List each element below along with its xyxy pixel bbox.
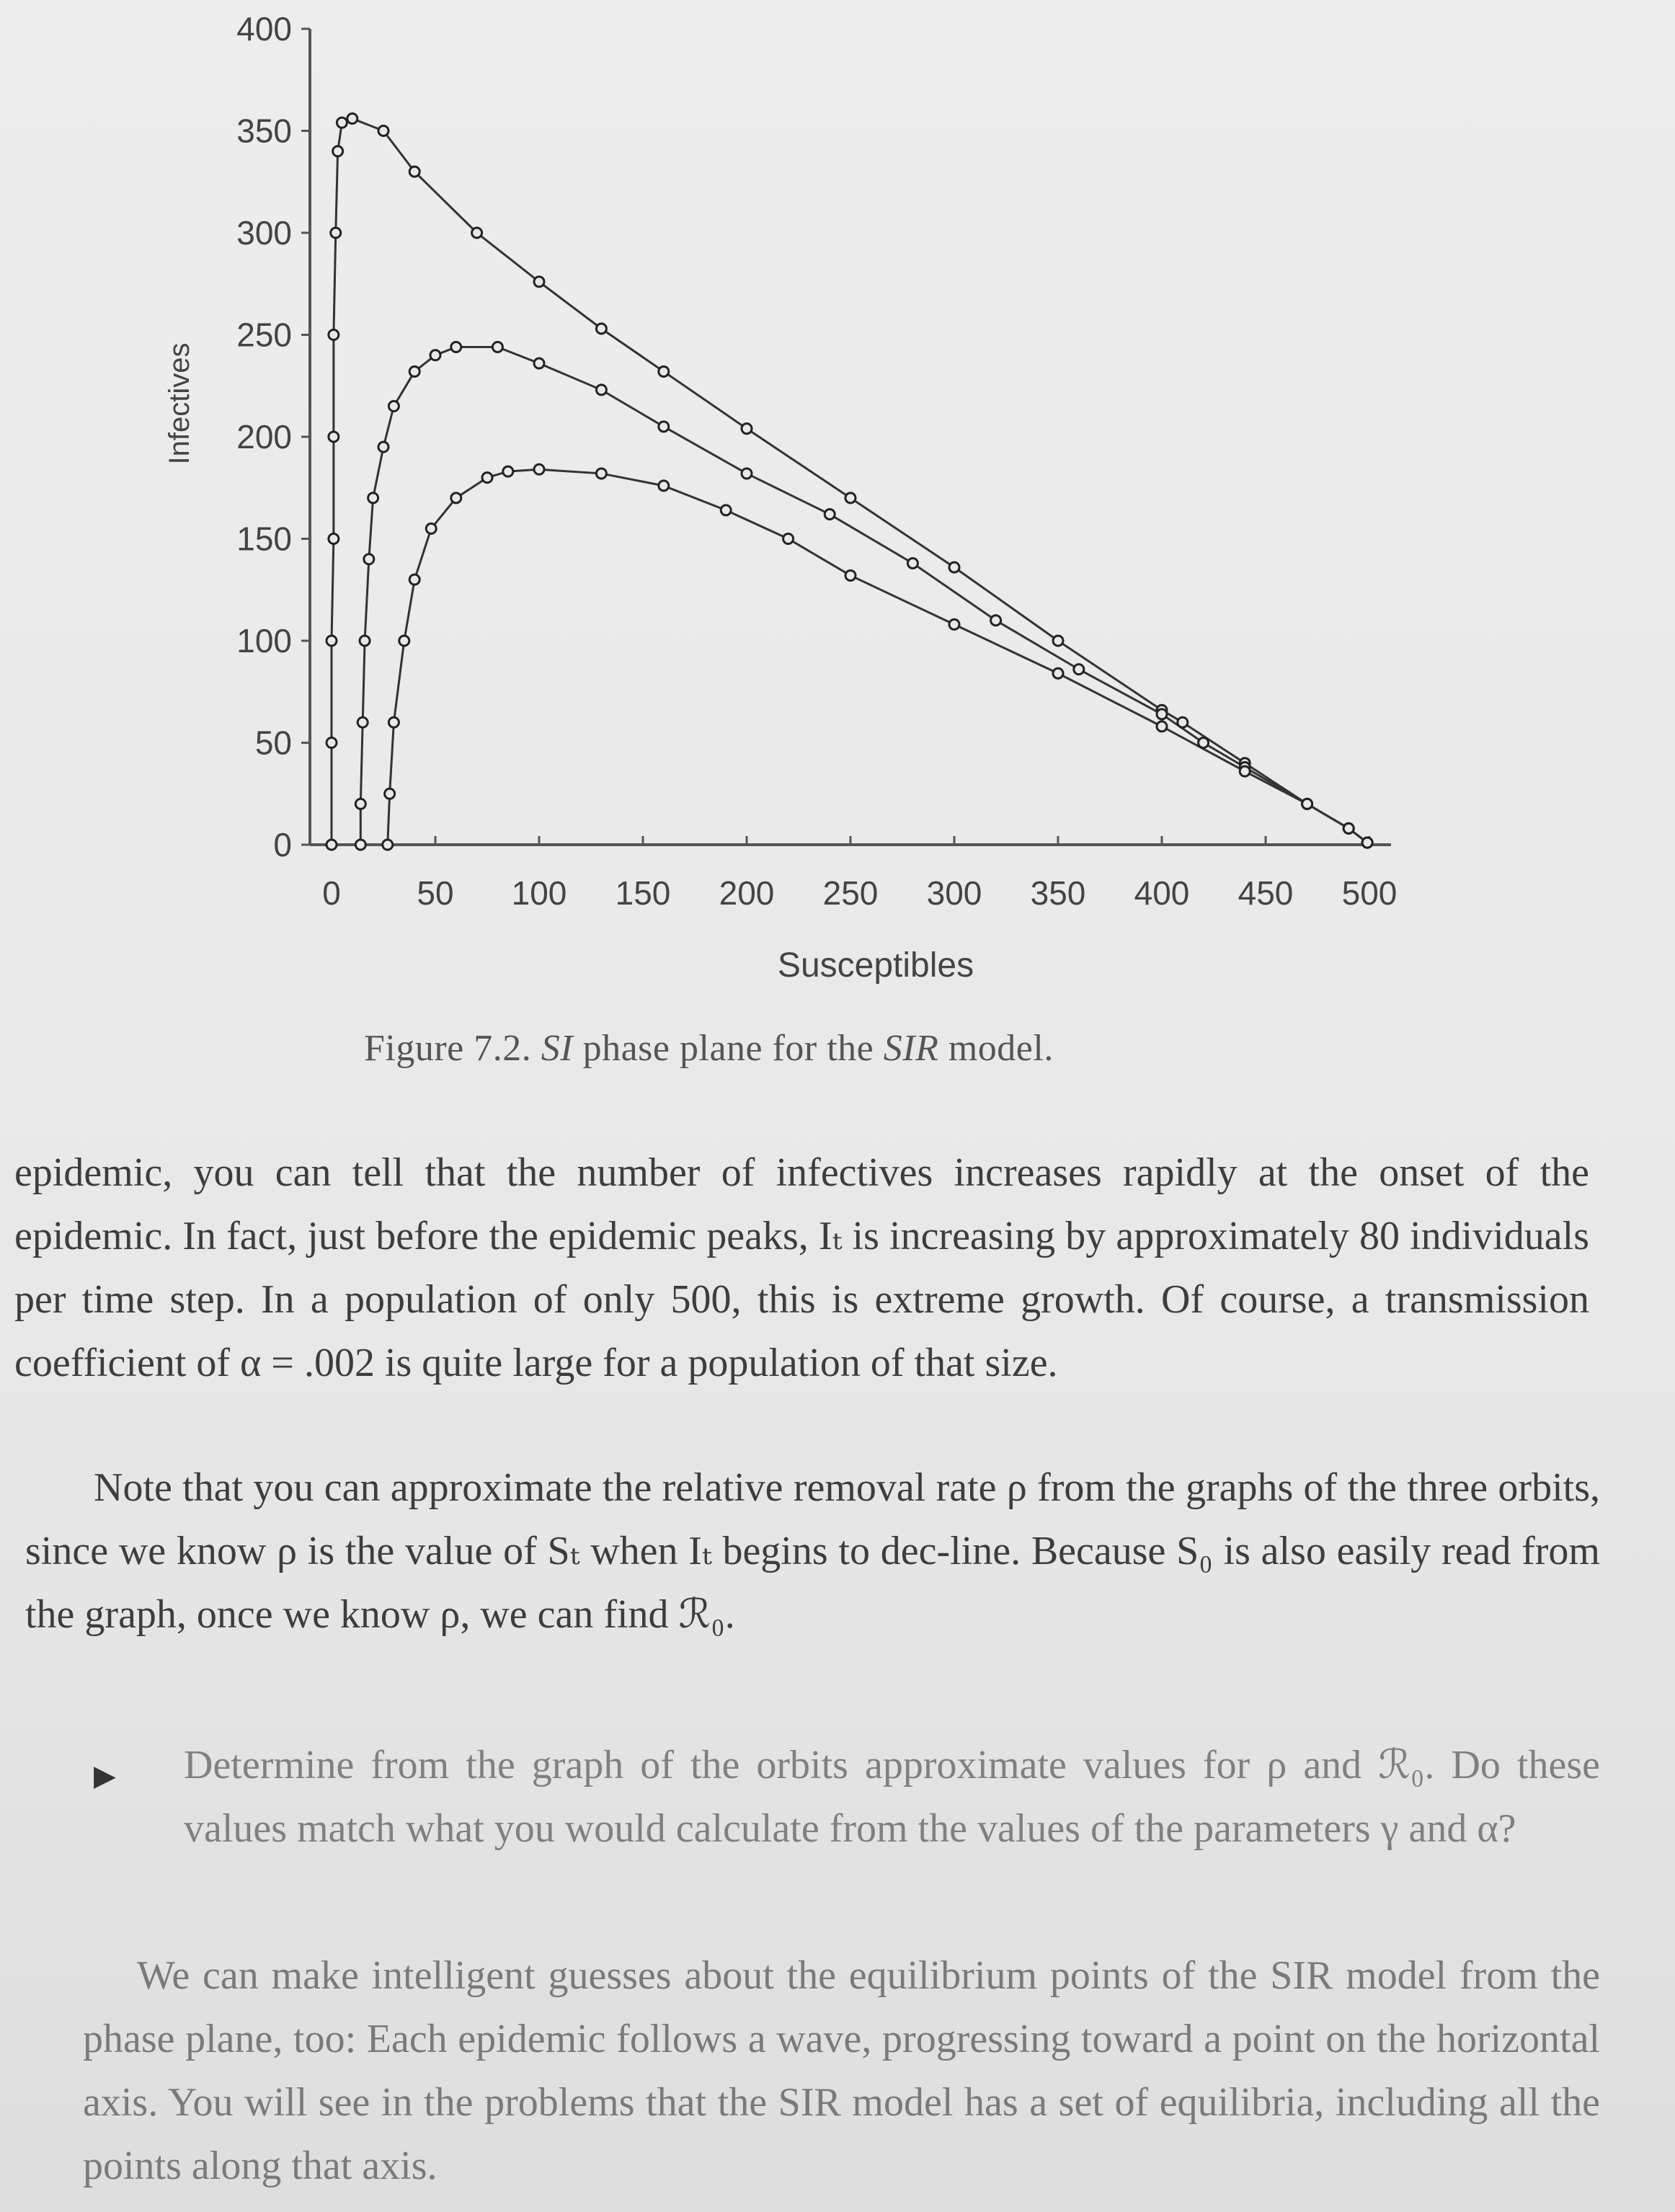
y-tick-label: 250 (236, 316, 292, 354)
data-point (378, 442, 388, 452)
data-point (409, 166, 419, 177)
x-tick-label: 0 (322, 874, 341, 912)
data-point (326, 840, 337, 850)
series-points (326, 114, 1372, 850)
data-point (385, 789, 395, 799)
data-point (347, 114, 357, 124)
data-point (1053, 636, 1063, 646)
paragraph-epidemic-growth: epidemic, you can tell that the number of infectives increases rapidly at the onset of the epidemic. In fact, just before the epidemic peaks, Iₜ is increasing by approximately 80 individuals per time step. In a population of only 500, this is extreme growth. Of course, a transmission coefficient of α = .002 is quite large for a population of that size. (14, 1150, 1589, 1385)
x-tick-label: 200 (719, 874, 775, 912)
data-point (409, 366, 419, 376)
paragraph-removal-rate (25, 1456, 1600, 1646)
data-point (482, 473, 492, 483)
caption-text-end: model. (948, 1028, 1054, 1069)
data-point (534, 277, 544, 287)
data-point (430, 350, 440, 360)
x-tick-label: 400 (1134, 874, 1190, 912)
data-point (326, 636, 337, 646)
data-point (845, 570, 856, 580)
data-point (742, 424, 752, 434)
data-point (355, 799, 365, 809)
x-tick-label: 250 (822, 874, 879, 912)
data-point (949, 562, 959, 572)
caption-sir-symbol: SIR (883, 1028, 939, 1069)
y-tick-label: 350 (236, 112, 292, 150)
data-point (845, 493, 856, 503)
data-point (383, 840, 393, 850)
data-point (368, 493, 378, 503)
data-point (399, 636, 409, 646)
data-point (1053, 668, 1063, 678)
data-point (331, 228, 341, 238)
x-tick-labels (322, 836, 1397, 912)
data-point (742, 468, 752, 479)
x-tick-label: 150 (615, 874, 671, 912)
data-point (659, 481, 669, 491)
data-point (1362, 838, 1372, 848)
x-tick-label: 50 (417, 874, 454, 912)
figure-caption (364, 1027, 1445, 1070)
data-point (503, 466, 513, 476)
figure-label: Figure 7.2. (364, 1028, 532, 1069)
data-point (596, 385, 606, 395)
data-point (360, 636, 370, 646)
y-axis-title: Infectives (164, 342, 195, 465)
paragraph-removal-rate-text: Note that you can approximate the relative removal rate ρ from the graphs of the three orbits, since we know ρ is the value of Sₜ when Iₜ begins to dec-line. Because S₀ is also easily read from the graph, once we know ρ, we can find ℛ₀. (25, 1465, 1600, 1637)
data-point (1343, 823, 1354, 833)
data-point (472, 228, 482, 238)
data-point (949, 619, 959, 629)
data-point (659, 366, 669, 376)
data-point (451, 493, 461, 503)
paragraph-equilibrium-text: We can make intelligent guesses about the equilibrium points of the SIR model from the phase plane, too: Each epidemic follows a wave, progressing toward a point on the horizontal axis. You will see in the problems that the SIR model has a set of equilibria, including all the points along that axis. (83, 1953, 1600, 2188)
data-point (596, 468, 606, 479)
data-point (991, 616, 1001, 626)
data-point (388, 401, 399, 412)
exercise-bullet-icon: ▶ (94, 1759, 116, 1792)
x-tick-label: 450 (1238, 874, 1294, 912)
data-point (426, 523, 436, 533)
data-point (409, 574, 419, 585)
series-line-orbit-3 (388, 469, 1367, 845)
x-axis-title: Susceptibles (777, 946, 974, 985)
data-point (1240, 766, 1250, 776)
data-point (451, 342, 461, 352)
data-point (333, 146, 343, 156)
exercise-prompt: Determine from the graph of the orbits approximate values for ρ and ℛ₀. Do these values match what you would calculate from the values of the parameters γ and α? (184, 1743, 1600, 1851)
y-tick-label: 300 (236, 214, 292, 252)
x-tick-label: 100 (511, 874, 567, 912)
y-tick-label: 0 (273, 826, 292, 863)
data-point (783, 534, 794, 544)
y-tick-label: 200 (236, 418, 292, 456)
data-point (355, 840, 365, 850)
data-point (1074, 665, 1084, 675)
data-point (337, 117, 347, 128)
data-point (659, 422, 669, 432)
data-point (364, 554, 374, 564)
data-point (492, 342, 502, 352)
series-line-orbit-2 (360, 347, 1367, 845)
paragraph-equilibrium (83, 1944, 1600, 2198)
data-point (596, 324, 606, 334)
caption-si-symbol: SI (541, 1028, 574, 1069)
data-point (825, 510, 835, 520)
data-point (388, 717, 399, 727)
data-point (329, 432, 339, 442)
data-point (326, 738, 337, 748)
caption-text-mid: phase plane for the (582, 1028, 874, 1069)
data-point (378, 126, 388, 136)
data-point (1199, 738, 1209, 748)
y-tick-label: 100 (236, 622, 292, 659)
y-tick-labels (236, 10, 310, 863)
chart-axes (310, 29, 1391, 845)
data-point (357, 717, 368, 727)
data-point (1157, 721, 1167, 732)
data-point (534, 464, 544, 474)
x-tick-label: 350 (1030, 874, 1086, 912)
x-tick-label: 300 (926, 874, 982, 912)
y-tick-label: 400 (236, 10, 292, 48)
data-point (534, 358, 544, 368)
data-point (1157, 709, 1167, 719)
y-tick-label: 50 (254, 724, 292, 762)
phase-plane-chart (0, 0, 1675, 995)
data-point (1178, 717, 1188, 727)
y-tick-label: 150 (236, 520, 292, 558)
data-point (329, 534, 339, 544)
data-point (329, 330, 339, 340)
data-point (721, 505, 731, 515)
x-tick-label: 500 (1341, 874, 1398, 912)
data-point (907, 558, 918, 568)
data-point (1302, 799, 1312, 809)
